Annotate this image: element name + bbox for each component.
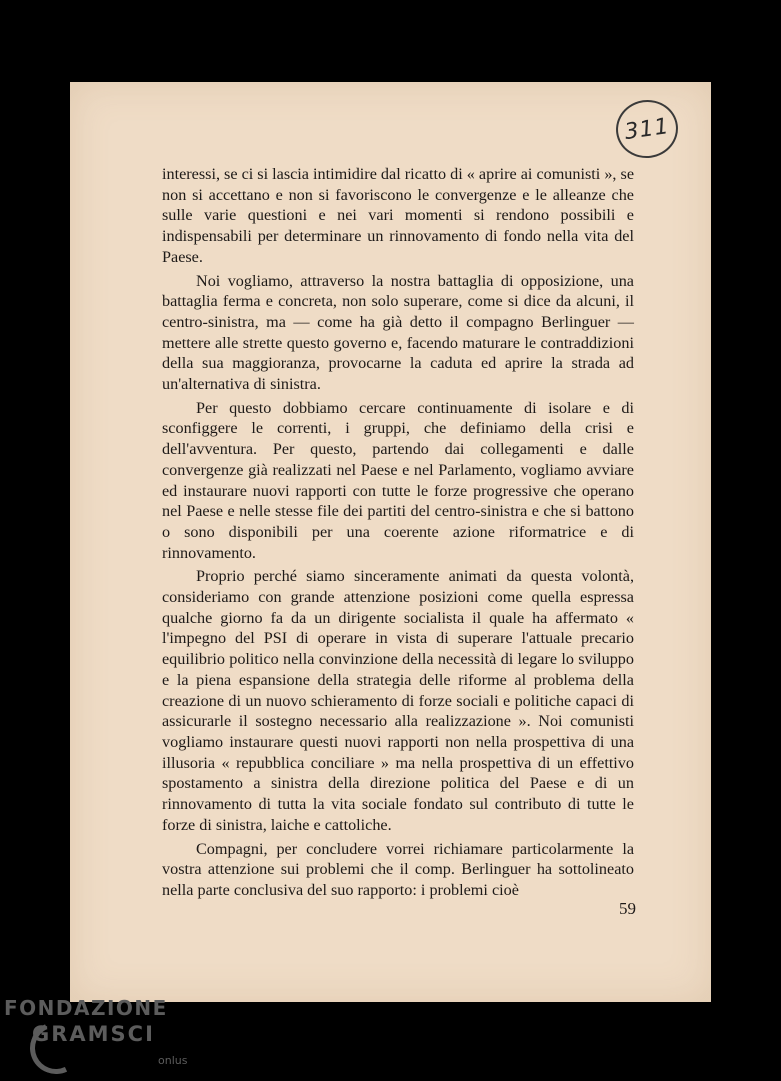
fondazione-gramsci-logo	[4, 996, 188, 1067]
logo-line-2: GRAMSCI	[32, 1022, 155, 1046]
archive-number: 311	[622, 113, 672, 145]
logo-line-1: FONDAZIONE	[4, 996, 168, 1020]
paragraph-3: Per questo dobbiamo cercare continuamente di isolare e di sconfiggere le correnti, i gruppi, che definiamo della crisi e dell'avventura. Per questo, partendo dai collegamenti e dalle convergenze già realizzati nel Paese e nel Parlamento, vogliamo avviare ed instaurare nuovi rapporti con tutte le forze progressive che operano nel Paese e nelle stesse file dei partiti del centro-sinistra e che si battono o sono disponibili per una coerente azione riformatrice e di rinnovamento.	[162, 398, 634, 562]
paragraph-2: Noi vogliamo, attraverso la nostra battaglia di opposizione, una battaglia ferma e concreta, non solo superare, come si dice da alcuni, il centro-sinistra, ma — come ha già detto il compagno Berlinguer — mettere alle strette questo governo e, facendo maturare le contraddizioni della sua maggioranza, provocarne la caduta ed aprire la strada ad un'alternativa di sinistra.	[162, 271, 634, 394]
page-number: 59	[619, 899, 636, 918]
archive-number-stamp	[612, 96, 681, 162]
paragraph-5: Compagni, per concludere vorrei richiamare particolarmente la vostra attenzione sui problemi che il comp. Berlinguer ha sottolineato nella parte conclusiva del suo rapporto: i problemi cioè	[162, 839, 634, 899]
logo-suffix: onlus	[158, 1054, 188, 1067]
paragraph-4: Proprio perché siamo sinceramente animati da questa volontà, consideriamo con grande attenzione posizioni come quella espressa qualche giorno fa da un dirigente socialista il quale ha affermato « l'impegno del PSI di operare in vista di superare l'attuale precario equilibrio politico nella convinzione della necessità di legare lo sviluppo e la piena espansione della strategia delle riforme al problema della creazione di un nuovo schieramento di forze sociali e politiche capaci di assicurarle il sostegno necessario alla realizzazione ». Noi comunisti vogliamo instaurare questi nuovi rapporti non nella prospettiva di una illusoria « repubblica conciliare » ma nella prospettiva di un effettivo spostamento a sinistra della direzione politica del Paese e di un rinnovamento di tutta la vita sociale fondato sul contributo di tutte le forze di sinistra, laiche e cattoliche.	[162, 567, 634, 834]
paragraph-1: interessi, se ci si lascia intimidire dal ricatto di « aprire ai comunisti », se non si accettano e non si favoriscono le convergenze e le alleanze che sulle varie questioni e nei vari momenti si rendono possibili e indispensabili per determinare un rinnovamento di fondo nella vita del Paese.	[162, 165, 635, 266]
body-text	[162, 164, 634, 901]
document-page	[70, 82, 711, 1002]
